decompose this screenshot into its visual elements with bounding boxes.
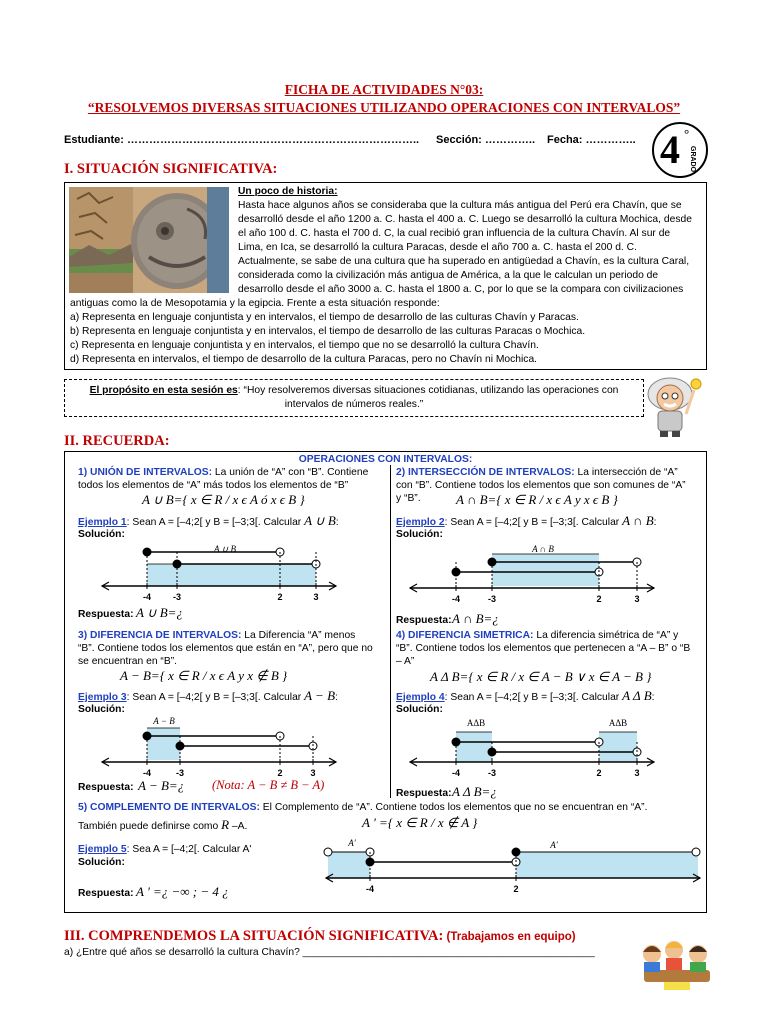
history-line: considerada como la civilización más antigua de América, a la que le calculan un periodo de [238, 270, 659, 281]
history-line: desarrolló desde el año 1200 a. C. hasta el 400 a. C. Luego se desarrolló la cultura Mochica, desde [238, 214, 692, 225]
purpose-text: : “Hoy resolveremos diversas situaciones cotidianas, utilizando las operaciones con [237, 385, 619, 396]
intersection-answer: A ∩ B=¿ [452, 611, 499, 626]
graph-label: A′ [348, 838, 356, 848]
symmetric-formula: A Δ B={ x ∈ R / x ∈ A − B ∨ x ∈ A − B } [430, 669, 652, 684]
tick-label: 2 [277, 592, 283, 602]
example-2-label: Ejemplo 2 [396, 517, 445, 528]
tick-label: 3 [313, 592, 319, 602]
example-4-label: Ejemplo 4 [396, 692, 445, 703]
history-title: Un poco de historia: [238, 186, 338, 197]
intersection-number-line [408, 540, 658, 612]
shaded-region [492, 554, 599, 586]
history-line: Lima, en Ica, se desarrolló la cultura Paracas, desde el año 700 a. C. hasta el 200 d. C. [238, 242, 637, 253]
complement-answer: A ' =¿ −∞ ; − 4 ¿ [136, 884, 229, 899]
example-1-label: Ejemplo 1 [78, 517, 127, 528]
questions-list [70, 297, 706, 367]
example-1-op: A ∪ B [304, 513, 336, 528]
symmetric-number-line [408, 714, 658, 786]
grade-word: GRADO [689, 146, 696, 173]
difference-text: La Diferencia “A” menos [241, 630, 356, 641]
complement-formula: A ' ={ x ∈ R / x ∉ A } [362, 815, 478, 830]
complement-example [78, 843, 251, 856]
symmetric-text-2: “B”. Contiene todos los elementos que pertenecen a “A – B” o “B [396, 643, 691, 654]
open-endpoint [324, 848, 332, 856]
complement-text-2b: –A. [229, 821, 248, 832]
difference-text-2: “B”. Contiene todos los elementos que están en “A”, pero que no [78, 643, 373, 654]
union-number-line [100, 540, 340, 606]
union-text: La unión de “A” con “B”. Contiene [212, 467, 369, 478]
section-1-heading: I. SITUACIÓN SIGNIFICATIVA: [64, 161, 278, 177]
example-3-text: : Sean A = [–4;2[ y B = [–3;3[. Calcular [126, 692, 305, 703]
intersection-text-2: con “B”. Contiene todos los elementos que son comunes de “A” [396, 480, 686, 491]
complement-answer-label: Respuesta: [78, 888, 134, 899]
complement-text-2a: También puede definirse como [78, 821, 222, 832]
complement-title: 5) COMPLEMENTO DE INTERVALOS: [78, 802, 260, 813]
section-3-heading-row [64, 928, 576, 945]
purpose-label: El propósito en esta sesión es [89, 385, 238, 396]
section-2-heading: II. RECUERDA: [64, 433, 170, 449]
graph-label: A ∪ B [214, 544, 236, 554]
column-divider [390, 465, 391, 798]
tick-label: -4 [365, 884, 375, 894]
worksheet-title: FICHA DE ACTIVIDADES N°03: [284, 82, 484, 97]
shaded-region [328, 852, 370, 878]
question-a: a) ¿Entre qué años se desarrolló la cultura Chavín? ___________________________________________________ [64, 947, 595, 958]
difference-solution: Solución: [78, 704, 125, 715]
union-example: Ejemplo 1: Sean A = [–4;2[ y B = [–3;3[. Calcular A ∪ B: [78, 513, 339, 528]
student-field: Estudiante: …………………………………………………………………….. [64, 134, 420, 146]
difference-answer-label: Respuesta: [78, 782, 134, 793]
question-item: d) Representa en intervalos, el tiempo de desarrollo de la cultura Paracas, pero no Chavín ni Mochica. [70, 354, 538, 365]
date-field: Fecha: ………….. [547, 134, 636, 146]
union-formula: A ∪ B={ x ∈ R / x ϵ A ó x ϵ B } [142, 492, 305, 507]
difference-answer: A − B=¿ [138, 778, 185, 793]
example-4-op: A Δ B [622, 688, 652, 703]
difference-note: (Nota: A − B ≠ B − A) [212, 778, 325, 792]
complement-set-r: R [221, 817, 230, 832]
complement-solution: Solución: [78, 857, 125, 868]
graph-label: AΔB [608, 718, 628, 728]
example-1-text: : Sean A = [–4;2[ y B = [–3;3[. Calcular [126, 517, 305, 528]
intersection-solution: Solución: [396, 529, 443, 540]
tick-label: -3 [172, 592, 182, 602]
tick-label: 2 [513, 884, 519, 894]
tick-label: 3 [634, 594, 640, 604]
tick-label: -3 [487, 768, 497, 778]
graph-label: A′ [550, 840, 558, 850]
history-text [238, 185, 703, 297]
union-text-2: todos los elementos de “A” más todos los elementos de “B” [78, 480, 349, 491]
intersection-answer-label: Respuesta: [396, 615, 452, 626]
difference-example: Ejemplo 3: Sean A = [–4;2[ y B = [–3;3[. Calcular A − B: [78, 688, 338, 703]
tick-label: -3 [175, 768, 185, 778]
section-3-heading: III. COMPRENDEMOS LA SITUACIÓN SIGNIFICATIVA: [64, 928, 444, 944]
example-5-text: : Sea A = [–4;2[. Calcular A' [126, 844, 252, 855]
symmetric-answer: A Δ B=¿ [452, 784, 497, 799]
union-title: 1) UNIÓN DE INTERVALOS: [78, 467, 213, 478]
example-2-text: : Sean A = [–4;2[ y B = [–3;3[. Calcular [444, 517, 623, 528]
tick-label: 2 [277, 768, 283, 778]
graph-label: A − B [153, 716, 175, 726]
complement-text-2 [78, 818, 247, 833]
graph-label: A ∩ B [532, 544, 554, 554]
tick-label: -4 [451, 768, 461, 778]
tick-label: 3 [310, 768, 316, 778]
intersection-title: 2) INTERSECCIÓN DE INTERVALOS: [396, 467, 575, 478]
question-item: b) Representa en lenguaje conjuntista y en intervalos, el tiempo de desarrollo de las culturas Paracas o Mochica. [70, 326, 586, 337]
history-line: Hasta hace algunos años se consideraba que la cultura más antigua del Perú era Chavín, que se [238, 200, 682, 211]
tick-label: -4 [142, 768, 152, 778]
tick-label: 3 [634, 768, 640, 778]
shaded-region [456, 732, 492, 762]
history-line: desarrollo desde el año 3000 a. C. hasta el 1800 a. C, por lo que se la compara con civilizaciones [238, 284, 684, 295]
union-answer-label: Respuesta: [78, 609, 134, 620]
symmetric-solution: Solución: [396, 704, 443, 715]
open-endpoint [692, 848, 700, 856]
tick-label: -4 [142, 592, 152, 602]
example-2-op: A ∩ B [622, 513, 654, 528]
question-intro: antiguas como la de Mesopotamia y la egipcia. Frente a esta situación responde: [70, 298, 440, 309]
shaded-region [147, 728, 180, 760]
history-line: el año 100 d. C. hasta el 700 d. C, la cual recibió gran influencia de la cultura Chavín. Al sur de [238, 228, 671, 239]
history-line: Actualmente, se sabe de una cultura que ha superado en antigüedad a Chavín, es la cultura Caral, [238, 256, 690, 267]
difference-number-line [100, 714, 340, 782]
operations-title: OPERACIONES CON INTERVALOS: [298, 454, 473, 465]
section-field: Sección: ………….. [436, 134, 536, 146]
symmetric-definition [396, 629, 704, 668]
tick-label: 2 [596, 594, 602, 604]
symmetric-title: 4) DIFERENCIA SIMETRICA: [396, 630, 534, 641]
tick-label: -4 [451, 594, 461, 604]
team-kids-cartoon [634, 936, 720, 994]
section-3-note: (Trabajamos en equipo) [443, 931, 576, 943]
intersection-example: Ejemplo 2: Sean A = [–4;2[ y B = [–3;3[. Calcular A ∩ B: [396, 513, 657, 528]
question-item: c) Representa en lenguaje conjuntista y en intervalos, el tiempo que no se desarrolló la cultura Chavín. [70, 340, 539, 351]
example-3-op: A − B [304, 688, 336, 703]
symmetric-text-3: – A” [396, 656, 415, 667]
shaded-region [147, 564, 316, 586]
union-solution: Solución: [78, 529, 125, 540]
worksheet-subtitle: “RESOLVEMOS DIVERSAS SITUACIONES UTILIZANDO OPERACIONES CON INTERVALOS” [87, 100, 681, 115]
complement-definition [78, 801, 698, 814]
intersection-text: La intersección de “A” [574, 467, 678, 478]
intersection-formula: A ∩ B={ x ∈ R / x ϵ A y x ϵ B } [456, 492, 618, 507]
difference-text-3: se encuentran en “B”. [78, 656, 178, 667]
example-3-label: Ejemplo 3 [78, 692, 127, 703]
intersection-text-3: y “B”. [396, 493, 421, 504]
complement-number-line [318, 834, 708, 904]
shaded-region [599, 732, 637, 762]
shaded-region [516, 852, 698, 878]
union-definition [78, 466, 388, 492]
scientist-cartoon [642, 372, 704, 438]
purpose-box [64, 379, 644, 417]
example-5-label: Ejemplo 5 [78, 844, 127, 855]
tick-label: 2 [596, 768, 602, 778]
difference-title: 3) DIFERENCIA DE INTERVALOS: [78, 630, 242, 641]
example-4-text: : Sean A = [–4;2[ y B = [–3;3[. Calcular [444, 692, 623, 703]
grade-number: 4 [660, 127, 680, 172]
grade-badge [652, 122, 708, 178]
symmetric-text: La diferencia simétrica de “A” y [533, 630, 679, 641]
chavin-culture-image [69, 187, 229, 293]
grade-suffix: ° [684, 126, 690, 141]
graph-label: AΔB [466, 718, 486, 728]
symmetric-answer-label: Respuesta: [396, 788, 452, 799]
purpose-text-2: intervalos de números reales.” [284, 399, 424, 410]
union-answer: A ∪ B=¿ [136, 605, 183, 620]
question-item: a) Representa en lenguaje conjuntista y en intervalos, el tiempo de desarrollo de las culturas Chavín y Paracas. [70, 312, 579, 323]
tick-label: -3 [487, 594, 497, 604]
complement-text: El Complemento de “A”. Contiene todos los elementos que no se encuentran en “A”. [259, 802, 648, 813]
difference-definition [78, 629, 388, 668]
difference-formula: A − B={ x ∈ R / x ϵ A y x ∉ B } [120, 668, 288, 683]
symmetric-example: Ejemplo 4: Sean A = [–4;2[ y B = [–3;3[. Calcular A Δ B: [396, 688, 655, 703]
